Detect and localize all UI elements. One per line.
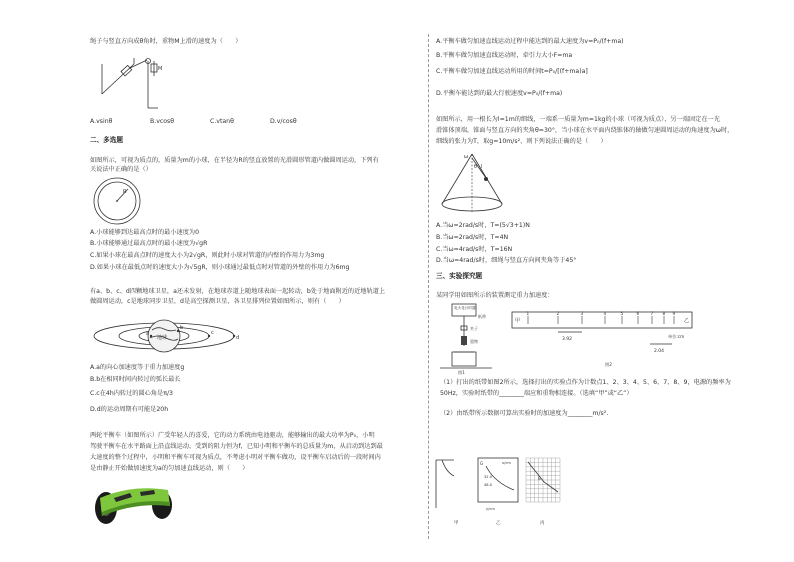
car-option-d: D.平衡车能达到的最大行驶速度v=P₀/(f+ma) [436,90,563,97]
tape-mark-label: 4 [603,311,607,316]
tape-distance-2: 2.04 [654,349,665,354]
option-c: C.vtanθ [210,118,234,125]
cone-option-b: B.当ω=2rad/s时，T=4N [436,234,509,241]
ring-radius-label: R [123,189,127,195]
experiment-part1-line2: 50Hz，实验时纸带的________端应和重物相连接。（选填“甲”或“乙”） [440,390,633,397]
car-question-line2: 驾驶平衡车在水平路面上沿直线运动，受到的阻力恒为f，已知小明和平衡车的总质量为m，从启动到达到最 [90,443,383,450]
tape-mark-label: 1 [526,311,530,316]
satellite-option-a: A.a的向心加速度等于重力加速度g [90,364,185,371]
cone-angle-label: θ [474,164,478,170]
tape-mark-label: 7 [650,311,654,316]
cone-option-a: A.当ω=2rad/s时，T=(5√3+1)N [436,222,530,229]
paper-tape-figure [510,310,700,368]
ring-option-c: C.如果小球在最高点时的速度大小为2√gR，则此时小球对管道的内壁的作用力为3mg [90,252,325,259]
satellite-option-b: B.b在相同时间内转过的弧长最长 [90,376,181,383]
cone-option-d: D.当ω=4rad/s时，细绳与竖直方向间夹角等于45° [436,257,577,264]
figure2-caption: 图2 [605,362,612,367]
weight-label: 重物 [470,339,478,344]
ring-option-a: A.小球能够到达最高点时的最小速度为0 [90,229,200,236]
tape-mark-label: 5 [620,311,624,316]
satellite-b-label: b [180,325,184,331]
experiment-part1-line1: （1）打出的纸带如图2所示，选择打出的实验点作为计数点1、2、3、4、5、6、7、8、9，电源的频率为 [440,379,731,386]
graph-grid [526,458,560,502]
apparatus-figure [436,302,498,375]
timer-label: 电火花计时器 [454,306,476,310]
earth-label: 地球 [157,335,168,341]
graph-bing-label: 丙 [540,521,545,526]
tape-marks [527,311,676,324]
satellite-option-d: D.d的运动周期有可能是20h [90,406,169,413]
experiment-part2: （2）由纸带所示数据可算出实验时的加速度为________m/s². [440,410,609,417]
satellite-d-label: d [236,335,240,341]
graph-y-unit: y/cm [486,507,495,511]
tape-mark-label: 8 [662,311,666,316]
tape-mark-label: 2 [556,311,560,316]
graph-value-1: 32.0 [484,475,493,479]
figure1-caption: 图1 [458,370,465,375]
graph-g-label: G [480,461,484,466]
section-multiple-choice: 二、多选题 [90,136,123,144]
satellite-question-line1: 有a、b、c、d四颗地球卫星，a还未发射，在地球赤道上随地球表面一起转动，b处于地面附近的近地轨道上 [90,288,386,295]
question-intro: 绳子与竖直方向成θ角时，重物M上滑的速度为（ ） [90,38,242,45]
car-option-c: C.平衡车做匀加速直线运动所用的时间t=P₀/[(f+ma)a] [436,68,588,75]
cone-option-c: C.当ω=4rad/s时，T=16N [436,246,513,253]
tape-unit: 单位:cm [668,334,685,339]
ring-option-d: D.如果小球在最低点时的速度大小为√5gR，则小球通过最低点时对管道的外壁的作用力为6mg [90,264,350,271]
cone-question-line2: 滑锥体顶端，锥面与竖直方向的夹角θ=30°，当小球在水平面内绕锥体的轴做匀速圆周运动的角速度为ω时， [436,127,734,134]
car-question-line1: 两轮平衡车（如图所示）广受年轻人的喜爱，它的动力系统由电池驱动，能够输出的最大功率为P₀，小明 [90,432,375,439]
tape-mark-label: 3 [580,311,584,316]
section-experiment: 三、实验探究题 [436,272,483,280]
graph-x-unit: x/cm [502,461,511,465]
tape-mark-label: 9 [672,311,676,316]
satellite-a-label: a [146,331,150,337]
satellite-question-line2: 做圆周运动，c是地球同步卫星，d是高空探测卫星，各卫星排列位置如图所示，则有（ ） [90,298,345,305]
experiment-intro: 某同学用如图所示的装置测定重力加速度： [436,292,554,299]
tape-end-jia: 甲 [515,318,521,324]
option-b: B.vcosθ [150,118,175,125]
paper-label: 纸带 [478,314,486,319]
clip-label: 夹子 [470,326,478,331]
incline-pulley-figure [100,50,170,110]
car-option-a: A.平衡车做匀加速直线运动过程中能达到的最大速度为v=P₀/(f+ma) [436,38,624,45]
column-divider [428,34,429,539]
cone-omega-label: ω [464,154,469,160]
graph-jia-label: 甲 [454,521,459,526]
experiment-graphs-figure [434,452,564,528]
cone-figure [438,150,508,214]
car-option-b: B.平衡车做匀加速直线运动时，牵引力大小F=ma [436,52,573,59]
satellite-orbit-figure [92,312,242,360]
tape-end-yi: 乙 [684,318,690,324]
option-d: D.v/cosθ [270,118,297,125]
tape-mark-label: 6 [636,311,640,316]
option-a: A.vsinθ [90,118,113,125]
satellite-c-label: c [211,330,214,336]
ring-question-line2: 关说法中正确的是（） [90,166,152,173]
cone-question-line3: 细线的张力为T，取g=10m/s²，则下列说法正确的是（ ） [436,138,607,145]
car-question-line4: 是由静止开始做加速度为a的匀加速直线运动，则（ ） [90,465,249,472]
ring-figure [92,176,142,226]
graph-yi-label: 乙 [496,521,501,526]
cone-question-line1: 如图所示，用一根长为l=1m的细线，一端系一质量为m=1kg的小球（可视为质点），另一端固定在一光 [436,116,720,123]
ring-option-b: B.小球能够通过最高点时的最小速度为√gR [90,240,208,247]
ring-question-line1: 如图所示，可视为质点的，质量为m的小球，在半径为R的竖直放置的光滑圆形管道内做圆周运动，下列有 [90,157,379,164]
balance-scooter-image [92,478,174,528]
graph-value-2: 48.0 [484,483,493,487]
car-question-line3: 大速度的整个过程中，小明和平衡车可视为质点，不考虑小明对平衡车做功，设平衡车启动后的一段时间内 [90,454,381,461]
graph-b-label: B [538,476,541,481]
satellite-option-c: C.c在4h内转过的圆心角是π/3 [90,390,173,397]
cone-length-label: l [481,164,483,170]
tape-distance-1: 3.92 [562,337,573,342]
mass-label: M [158,66,163,72]
